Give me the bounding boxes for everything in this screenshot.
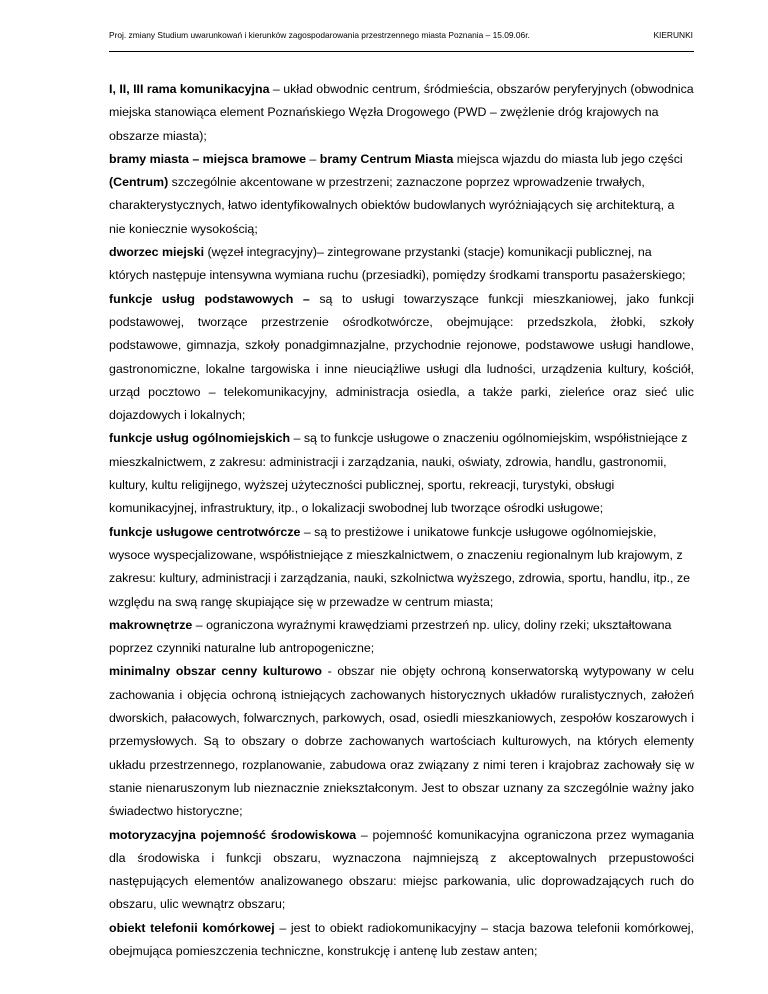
definition-entry <box>109 288 694 428</box>
definition-entry <box>109 614 694 661</box>
definition-entry <box>109 78 694 148</box>
definition-text: - obszar nie objęty ochroną konserwatorską wytypowany w celu zachowania i objęcia ochroną istniejących zachowanych historycznych układów ruralistycznych, założeń dworskich, pałacowych, folwarcznych, parkowych, osad, osiedli mieszkaniowych, zespołów koszarowych i przemysłowych. Są to obszary o dobrze zachowanych wartościach kulturowych, na których elementy układu przestrzennego, rozplanowanie, zabudowa oraz związany z nimi teren i krajobraz zachowały się w stanie nienaruszonym lub nieznacznie zniekształconym. Jest to obszar uznany za szczególnie ważny jako świadectwo historyczne; <box>109 664 694 819</box>
definition-text-continued: szczególnie akcentowane w przestrzeni; zaznaczone poprzez wprowadzenie trwałych, charakterystycznych, łatwo identyfikowalnych obiektów budowlanych wyróżniających się architekturą, a nie koniecznie wysokością; <box>109 175 675 236</box>
definition-term: I, II, III rama komunikacyjna <box>109 82 270 96</box>
definition-entry <box>109 241 694 288</box>
definition-text: miejsca wjazdu do miasta lub jego części <box>453 151 683 166</box>
definition-term: dworzec miejski <box>109 245 205 260</box>
header-document-title: Proj. zmiany Studium uwarunkowań i kierunków zagospodarowania przestrzennego miasta Poznania – 15.09.06r. <box>109 30 530 40</box>
header-rule <box>109 51 694 52</box>
definition-entry <box>109 917 694 964</box>
definition-text: – są to prestiżowe i unikatowe funkcje usługowe ogólnomiejskie, wysoce wyspecjalizowane, współistniejące z mieszkalnictwem, o znaczeniu regionalnym lub krajowym, z zakresu: kultury, administracji i zarządzania, nauki, szkolnictwa wyższego, zdrowia, sportu, handlu, itp., ze względu na swą rangę skupiające się w przewadze w centrum miasta; <box>109 524 691 609</box>
definition-term: obiekt telefonii komórkowej <box>109 920 275 935</box>
definition-text: – jest to obiekt radiokomunikacyjny – stacja bazowa telefonii komórkowej, obejmująca pomieszczenia techniczne, konstrukcję i antenę lub zestaw anten; <box>109 920 694 958</box>
definition-term: makrownętrze <box>109 617 193 632</box>
definition-entry <box>109 427 694 520</box>
definition-term: motoryzacyjna pojemność środowiskowa <box>109 827 357 842</box>
definition-text: – są to funkcje usługowe o znaczeniu ogólnomiejskim, współistniejące z mieszkalnictwem, z zakresu: administracji i zarządzania, nauki, oświaty, zdrowia, handlu, gastronomii, kultury, kultu religijnego, wyższej użyteczności publicznej, sportu, rekreacji, turystyki, obsługi komunikacyjnej, infrastruktury, itp., o lokalizacji swobodnej lub tworzące ośrodki usługowe; <box>109 431 688 516</box>
definitions-list <box>109 78 694 963</box>
definition-separator: – <box>305 151 320 166</box>
definition-text: – ograniczona wyraźnymi krawędziami przestrzeń np. ulicy, doliny rzeki; ukształtowana poprzez czynniki naturalne lub antropogeniczne; <box>109 617 672 656</box>
definition-term-secondary: bramy Centrum Miasta <box>319 151 454 166</box>
page-header <box>109 30 693 40</box>
definition-text: są to usługi towarzyszące funkcji mieszkaniowej, jako funkcji podstawowej, tworzące przestrzenie ośrodkotwórcze, obejmujące: przedszkola, żłobki, szkoły podstawowe, gimnazja, szkoły ponadgimnazjalne, przychodnie rejonowe, podstawowe usługi handlowe, gastronomiczne, lokalne targowiska i inne nieuciążliwe usługi dla ludności, urządzenia kultury, kościół, urząd pocztowo – telekomunikacyjny, administracja osiedla, a także parki, zieleńce oraz sieć ulic dojazdowych i lokalnych; <box>109 291 694 423</box>
definition-text: (węzeł integracyjny)– zintegrowane przystanki (stacje) komunikacji publicznej, na których następuje intensywna wymiana ruchu (przesiadki), pomiędzy środkami transportu pasażerskiego; <box>109 245 686 283</box>
definition-text: – układ obwodnic centrum, śródmieścia, obszarów peryferyjnych (obwodnica miejska stanowiąca element Poznańskiego Węzła Drogowego (PWD – zwężlenie dróg krajowych na obszarze miasta); <box>109 82 694 143</box>
definition-entry <box>109 824 694 917</box>
definition-term: funkcje usług podstawowych – <box>109 291 310 306</box>
definition-term: minimalny obszar cenny kulturowo <box>109 664 323 679</box>
definition-term: funkcje usług ogólnomiejskich <box>109 431 291 446</box>
definition-entry <box>109 660 694 823</box>
definition-text: – pojemność komunikacyjna ograniczona przez wymagania dla środowiska i funkcji obszaru, wyznaczona najmniejszą z akceptowalnych przepustowości następujących elementów analizowanego obszaru: miejsc parkowania, ulic doprowadzających ruch do obszaru, ulic wewnątrz obszaru; <box>109 827 695 912</box>
header-section-label: KIERUNKI <box>653 30 693 40</box>
definition-entry <box>109 521 694 614</box>
definition-term-inline: (Centrum) <box>109 175 169 190</box>
definition-entry <box>109 148 694 241</box>
definition-term: bramy miasta – miejsca bramowe <box>109 151 306 166</box>
definition-term: funkcje usługowe centrotwórcze <box>109 524 301 539</box>
